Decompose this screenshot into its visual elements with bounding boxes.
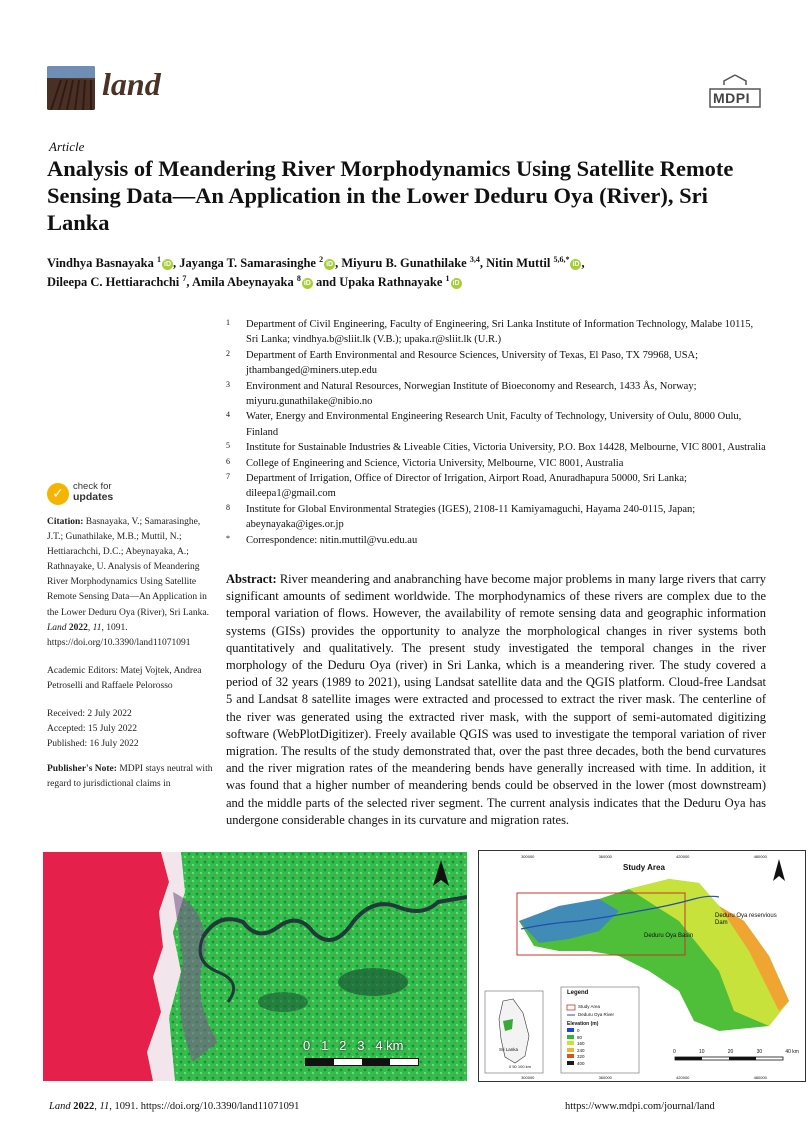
author-affil: 2 xyxy=(319,255,324,264)
affiliation-text: Environment and Natural Resources, Norwegian Institute of Bioeconomy and Research, 1433 Ås, Norway; miyuru.gunathilake@nibio.no xyxy=(246,380,697,408)
affiliation-item xyxy=(226,317,766,348)
journal-name: land xyxy=(102,66,161,102)
affiliation-number: * xyxy=(226,533,230,543)
legend-title: Legend xyxy=(567,990,589,996)
abstract-label: Abstract: xyxy=(226,572,277,586)
citation-volume: 11 xyxy=(92,622,102,633)
footer-journal-link[interactable]: https://www.mdpi.com/journal/land xyxy=(565,1101,715,1112)
author-affil: 3,4 xyxy=(469,255,480,264)
footer-volume: 11 xyxy=(99,1101,110,1112)
scale-label: 10 xyxy=(699,1049,705,1055)
satellite-image-figure xyxy=(43,852,467,1081)
affiliation-item xyxy=(226,471,766,502)
sidebar xyxy=(47,515,215,805)
scale-label: 20 xyxy=(727,1049,734,1055)
published-date: Published: 16 July 2022 xyxy=(47,739,139,750)
affiliation-number: 8 xyxy=(226,502,230,512)
author-name[interactable]: Amila Abeynayaka xyxy=(191,275,294,290)
study-area-map-figure xyxy=(478,850,806,1082)
scale-label: 2 xyxy=(339,1038,347,1053)
footer-journal: Land xyxy=(49,1101,71,1112)
x-tick: 360000 xyxy=(598,854,612,859)
dates-block xyxy=(47,707,215,752)
elevation-legend xyxy=(567,1028,585,1067)
scale-label: 0 xyxy=(303,1038,311,1053)
x-tick: 480000 xyxy=(753,854,767,859)
inset-scale-label: 0 50 100 km xyxy=(509,1064,532,1069)
article-type: Article xyxy=(49,139,85,154)
abstract-text: River meandering and anabranching have become major problems in many large rivers that carry significant amounts of sediment worldwide. The morphodynamics of these rivers are complex due to the temporal variation of flows. However, the availability of remote sensing data and geographic information systems (GISs) provides the opportunity to analyze the morphological changes in river systems both quantitatively and qualitatively. The present study investigated the temporal changes in the river morphology of the Deduru Oya (river) in Sri Lanka, which is a meandering river. The study covered a period of 32 years (1989 to 2021), using Landsat satellite data and the QGIS platform. Cloud-free Landsat 5 and Landsat 8 satellite images were extracted and processed to extract the river mask. The centerline of the river was generated using the extracted river mask, with the support of semi-automated digitizing software (WebPlotDigitizer). Freely available QGIS was used to investigate the temporal variation of river migration. The results of the study demonstrated that, over the past three decades, both the bend curvatures and the river migration rates of the meandering bends have generally increased with time. In addition, it was found that a higher number of meandering bends could be observed in the lower (most downstream) and the middle parts of the selected river segment. The current analysis indicates that the Deduru Oya has undergone considerable changes in its curvature and migration rates. xyxy=(226,572,766,827)
article-title: Analysis of Meandering River Morphodynamics Using Satellite Remote Sensing Data—An Application in the Lower Deduru Oya (River), Sri Lanka xyxy=(47,156,734,235)
elevation-class: 240 xyxy=(567,1048,585,1055)
affiliation-item xyxy=(226,409,766,440)
north-arrow-icon xyxy=(773,859,785,881)
orcid-icon[interactable]: iD xyxy=(572,260,580,268)
scale-label: 0 xyxy=(673,1049,676,1055)
received-date: Received: 2 July 2022 xyxy=(47,709,132,720)
author-line-1: Vindhya Basnayaka $^1$iD , Jayanga T. Samarasinghe $^2$iD , Miyuru B. Gunathilake $^{3,4}$, Nitin Muttil $^{5,6,*}$iD , xyxy=(47,255,585,271)
check-for-updates-button[interactable] xyxy=(47,481,167,507)
citation-doi-link[interactable]: 1091. https://doi.org/10.3390/land11071091 xyxy=(47,622,191,648)
scale-bar xyxy=(305,1058,419,1066)
elevation-class: 80 xyxy=(567,1035,585,1042)
publisher-note-block xyxy=(47,762,215,792)
check-updates-text xyxy=(73,481,113,503)
check-updates-icon: ✓ xyxy=(47,483,69,505)
legend-item: Deduru Oya River xyxy=(578,1012,615,1017)
check-updates-line2: updates xyxy=(73,491,114,503)
map-title: Study Area xyxy=(623,863,665,872)
x-tick: 360000 xyxy=(598,1075,612,1080)
footer-year: 2022 xyxy=(73,1101,95,1112)
affiliations xyxy=(226,317,766,548)
orcid-icon[interactable]: iD xyxy=(326,260,334,268)
publisher-note-label: Publisher's Note: xyxy=(47,764,117,775)
footer-doi-link[interactable]: , 1091. https://doi.org/10.3390/land11071091 xyxy=(109,1101,300,1112)
citation-journal: Land xyxy=(47,622,67,633)
accepted-date: Accepted: 15 July 2022 xyxy=(47,724,137,735)
editors-block xyxy=(47,664,215,694)
author-name[interactable]: Upaka Rathnayake xyxy=(339,275,443,290)
affiliation-item xyxy=(226,533,766,548)
affiliation-number: 2 xyxy=(226,348,230,358)
scale-label: 30 xyxy=(756,1049,763,1055)
affiliation-number: 4 xyxy=(226,410,230,420)
scale-label: 3 xyxy=(357,1038,365,1053)
orcid-icon[interactable]: iD xyxy=(164,260,171,268)
author-name[interactable]: Nitin Muttil xyxy=(486,256,551,271)
publisher-note-text: MDPI stays neutral with regard to jurisdictional claims in xyxy=(47,764,213,790)
citation-text: Basnayaka, V.; Samarasinghe, J.T.; Gunathilake, M.B.; Muttil, N.; Hettiarachchi, D.C.; Abeynayaka, A.; Rathnayake, U. Analysis of Meandering River Morphodynamics Using Satellite Remote Sensing Data—An Application in the Lower Deduru Oya (River), Sri Lanka. xyxy=(47,517,209,618)
citation-year: 2022 xyxy=(68,622,88,633)
author-affil: 1 xyxy=(445,274,450,283)
editors-text: Matej Vojtek, Andrea Petroselli and Raffaele Pelorosso xyxy=(47,665,202,691)
author-affil: 7 xyxy=(182,274,187,283)
orcid-icon[interactable]: iD xyxy=(452,279,460,287)
x-ticks-top xyxy=(489,854,799,859)
affiliation-text: Department of Earth Environmental and Resource Sciences, University of Texas, El Paso, TX 79968, USA; jthambanged@miners.utep.edu xyxy=(246,349,699,377)
editors-label: Academic Editors: xyxy=(47,665,118,676)
legend-item: Study Area xyxy=(578,1004,601,1009)
citation-block: Citation: Basnayaka, V.; Samarasinghe, J.T.; Gunathilake, M.B.; Muttil, N.; Hettiarachchi, D.C.; Abeynayaka, A.; Rathnayake, U. Analysis of Meandering River Morphodynamics Using Satellite Remote Sensing Data—An Application in the Lower Deduru Oya (River), Sri Lanka. Land 2022, 11, 1091. https://doi.org/10.3390/land11071091 xyxy=(47,517,209,648)
map-scale-labels xyxy=(673,1049,799,1055)
scale-label: 40 km xyxy=(785,1049,799,1055)
author-name[interactable]: Vindhya Basnayaka xyxy=(47,256,154,271)
author-affil: 1 xyxy=(157,255,161,264)
x-tick: 420000 xyxy=(676,854,690,859)
elevation-class: 0 xyxy=(567,1028,585,1035)
x-tick: 300000 xyxy=(521,1075,535,1080)
footer-citation: Land 2022, 11, 1091. https://doi.org/10.3390/land11071091 xyxy=(49,1101,300,1112)
elevation-title: Elevation (m) xyxy=(567,1021,599,1027)
journal-logo xyxy=(47,66,95,110)
affiliation-item xyxy=(226,456,766,471)
affiliation-text: Institute for Global Environmental Strategies (IGES), 2108-11 Kamiyamaguchi, Hayama 240-0115, Japan; abeynayaka@iges.or.jp xyxy=(246,503,696,531)
author-affil: 8 xyxy=(296,274,301,283)
affiliation-text: Institute for Sustainable Industries & Liveable Cities, Victoria University, P.O. Box 14428, Melbourne, VIC 8001, Australia xyxy=(246,442,766,454)
affiliation-number: 5 xyxy=(226,441,230,451)
affiliation-text: Water, Energy and Environmental Engineering Research Unit, Faculty of Technology, University of Oulu, 8000 Oulu, Finland xyxy=(246,411,742,438)
x-tick: 300000 xyxy=(521,854,535,859)
citation-label: Citation: xyxy=(47,517,84,527)
affiliation-item xyxy=(226,440,766,455)
affiliation-number: 6 xyxy=(226,456,230,466)
x-tick: 480000 xyxy=(753,1075,767,1080)
author-name[interactable]: Dileepa C. Hettiarachchi xyxy=(47,275,180,290)
affiliation-item xyxy=(226,379,766,410)
affiliation-number: 7 xyxy=(226,472,230,482)
author-name[interactable]: Miyuru B. Gunathilake xyxy=(341,256,467,271)
and-word: and xyxy=(315,275,337,290)
scale-bar-labels xyxy=(303,1038,443,1053)
abstract xyxy=(226,571,766,829)
basin-label: Deduru Oya Basin xyxy=(644,933,694,939)
check-updates-line1: check for xyxy=(73,481,112,492)
affiliation-number: 1 xyxy=(226,318,230,327)
x-tick: 420000 xyxy=(676,1075,690,1080)
inset-label: Sri Lanka xyxy=(499,1047,519,1052)
mdpi-logo xyxy=(705,74,765,110)
elevation-class: 160 xyxy=(567,1041,585,1048)
elevation-class: 400 xyxy=(567,1061,585,1068)
x-ticks-bottom xyxy=(489,1075,799,1080)
affiliation-number: 3 xyxy=(226,379,230,389)
affiliation-item xyxy=(226,348,766,379)
dam-label: Deduru Oya reservious Dam xyxy=(715,913,777,926)
author-name[interactable]: Jayanga T. Samarasinghe xyxy=(179,256,316,271)
scale-label: 4 km xyxy=(375,1038,404,1053)
elevation-class: 320 xyxy=(567,1054,585,1061)
affiliation-text: Department of Irrigation, Office of Director of Irrigation, Airport Road, Anuradhapura 50000, Sri Lanka; dileepa1@gmail.com xyxy=(246,473,687,500)
author-affil: 5,6,* xyxy=(553,255,570,264)
scale-label: 1 xyxy=(321,1038,329,1053)
author-line-2: Dileepa C. Hettiarachchi $^7$, Amila Abeynayaka $^8$iD and Upaka Rathnayake $^1$iD xyxy=(47,274,460,290)
affiliation-text: Correspondence: nitin.muttil@vu.edu.au xyxy=(246,534,418,546)
orcid-icon[interactable]: iD xyxy=(303,279,311,287)
affiliation-text: College of Engineering and Science, Victoria University, Melbourne, VIC 8001, Australia xyxy=(246,457,624,469)
affiliation-item xyxy=(226,502,766,533)
affiliation-text: Department of Civil Engineering, Faculty of Engineering, Sri Lanka Institute of Information Technology, Malabe 10115, Sri Lanka; vindhya.b@sliit.lk (V.B.); upaka.r@sliit.lk (U.R.) xyxy=(246,319,754,346)
mdpi-wordmark: MDPI xyxy=(713,90,750,106)
